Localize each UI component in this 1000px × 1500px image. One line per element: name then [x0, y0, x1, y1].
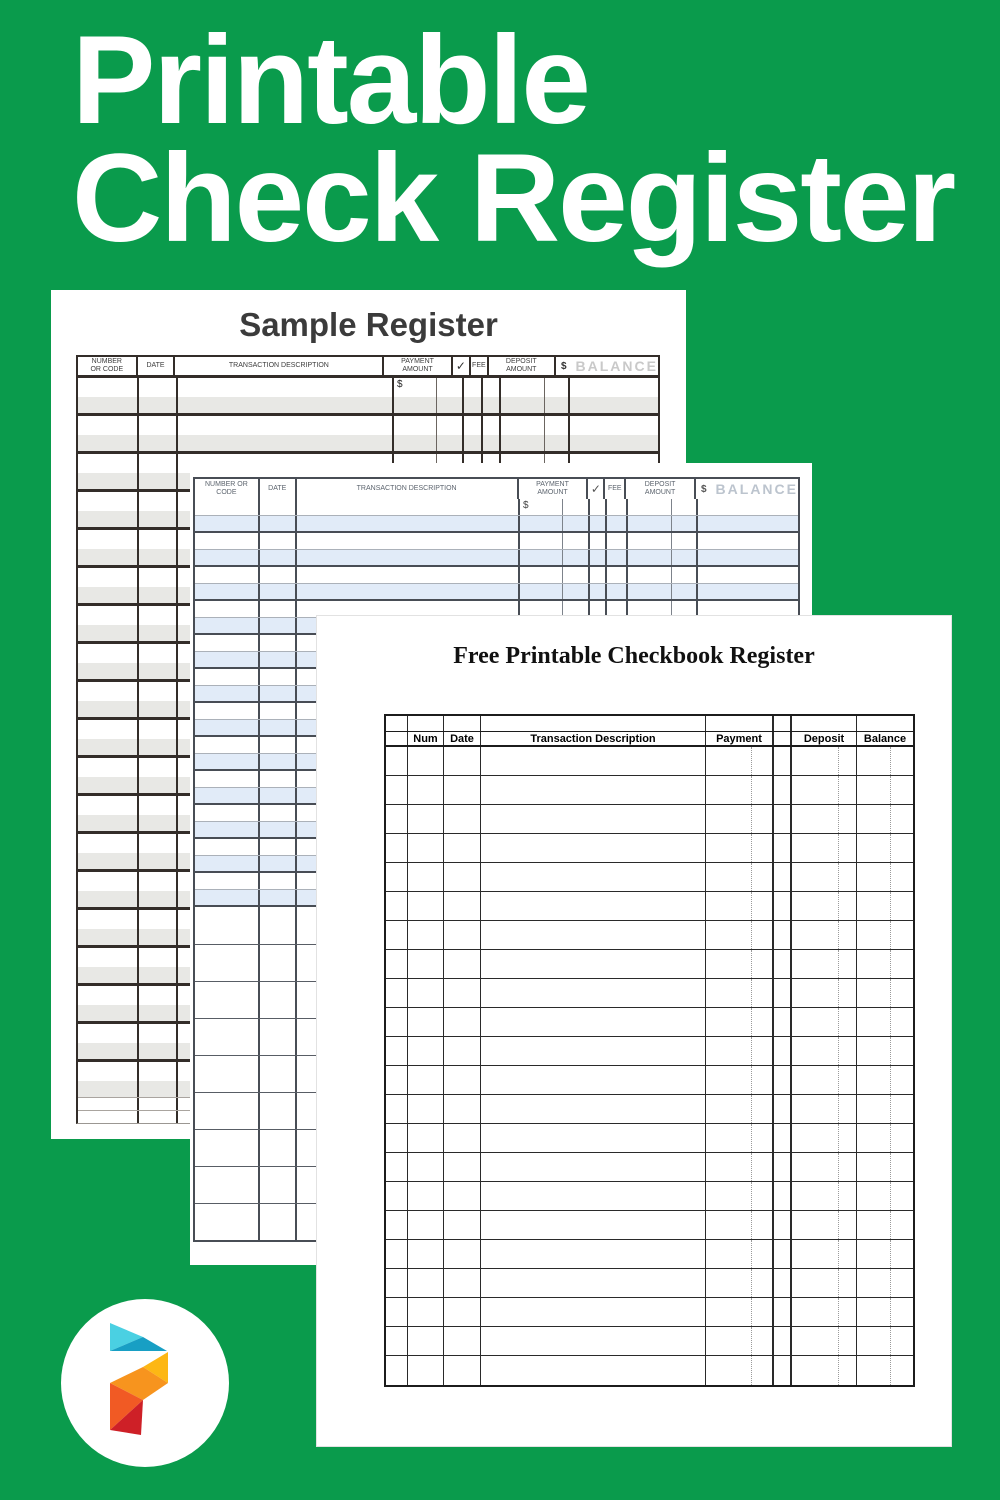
table-row [386, 863, 913, 892]
table-row [386, 1298, 913, 1327]
table-row [386, 979, 913, 1008]
column-header-date: Date [443, 732, 480, 745]
column-header-transaction-description: TRANSACTION DESCRIPTION [173, 357, 382, 375]
table-row-group: $ [195, 499, 798, 533]
table-row [386, 1153, 913, 1182]
sample-register-header-row [78, 357, 658, 375]
column-header-date: DATE [136, 357, 174, 375]
blue-register-header-row [195, 479, 798, 499]
table-row [386, 747, 913, 776]
column-header-transaction-description: TRANSACTION DESCRIPTION [295, 479, 517, 499]
table-row [386, 1037, 913, 1066]
column-header-deposit: Deposit [803, 732, 845, 745]
dollar-sign: $ [700, 483, 707, 495]
column-header-num: Num [407, 732, 443, 745]
column-header-date: DATE [258, 479, 295, 499]
checkbook-register-page [316, 615, 952, 1447]
table-row [386, 1240, 913, 1269]
column-header-payment: Payment [705, 732, 772, 745]
table-row [386, 921, 913, 950]
printablee-logo-icon [61, 1299, 229, 1467]
sample-register-title: Sample Register [239, 306, 498, 343]
table-row [386, 1008, 913, 1037]
checkbook-register-header-row [386, 732, 913, 747]
balance-ghost-label: BALANCE [575, 358, 658, 374]
poster-title [72, 11, 955, 268]
checkmark-icon: ✓ [451, 357, 469, 375]
column-header-deposit-amount: DEPOSIT AMOUNT [487, 357, 554, 375]
checkbook-register-blank-row [386, 716, 913, 732]
checkbook-register-title: Free Printable Checkbook Register [453, 643, 815, 669]
checkbook-register-table [384, 714, 915, 1387]
column-header-payment-amount: PAYMENT AMOUNT [382, 357, 450, 375]
table-row [386, 1356, 913, 1385]
column-header-number-or-code: NUMBER OR CODE [90, 357, 124, 373]
checkmark-icon: ✓ [586, 479, 603, 499]
column-header-payment-amount: PAYMENT AMOUNT [517, 479, 587, 499]
balance-ghost-label: BALANCE [715, 481, 798, 497]
checkbook-register-rows [386, 747, 913, 1385]
column-header-fee: FEE [603, 479, 624, 499]
table-row [386, 1211, 913, 1240]
column-header-deposit-amount: DEPOSIT AMOUNT [624, 479, 694, 499]
poster-title-line1: Printable [72, 11, 589, 150]
table-row [386, 1269, 913, 1298]
column-header-fee: FEE [469, 357, 486, 375]
column-header-balance [694, 479, 798, 499]
dollar-sign: $ [560, 360, 567, 372]
table-row [386, 1124, 913, 1153]
table-row [386, 1327, 913, 1356]
column-header-transaction-description: Transaction Description [480, 732, 705, 745]
table-row [386, 1095, 913, 1124]
table-row [386, 950, 913, 979]
column-header-balance [554, 357, 658, 375]
poster-title-line2: Check Register [72, 129, 955, 268]
table-row [386, 805, 913, 834]
table-row [386, 1182, 913, 1211]
table-row-group [195, 567, 798, 601]
printablee-logo [61, 1299, 229, 1467]
table-row [386, 1066, 913, 1095]
table-row [386, 892, 913, 921]
table-row [386, 834, 913, 863]
column-header-number-or-code: NUMBER OR CODE [205, 480, 248, 496]
column-header-balance: Balance [856, 732, 913, 745]
table-row-group [195, 533, 798, 567]
table-row [386, 776, 913, 805]
table-row-group: $ [78, 375, 658, 413]
table-row-group [78, 413, 658, 451]
